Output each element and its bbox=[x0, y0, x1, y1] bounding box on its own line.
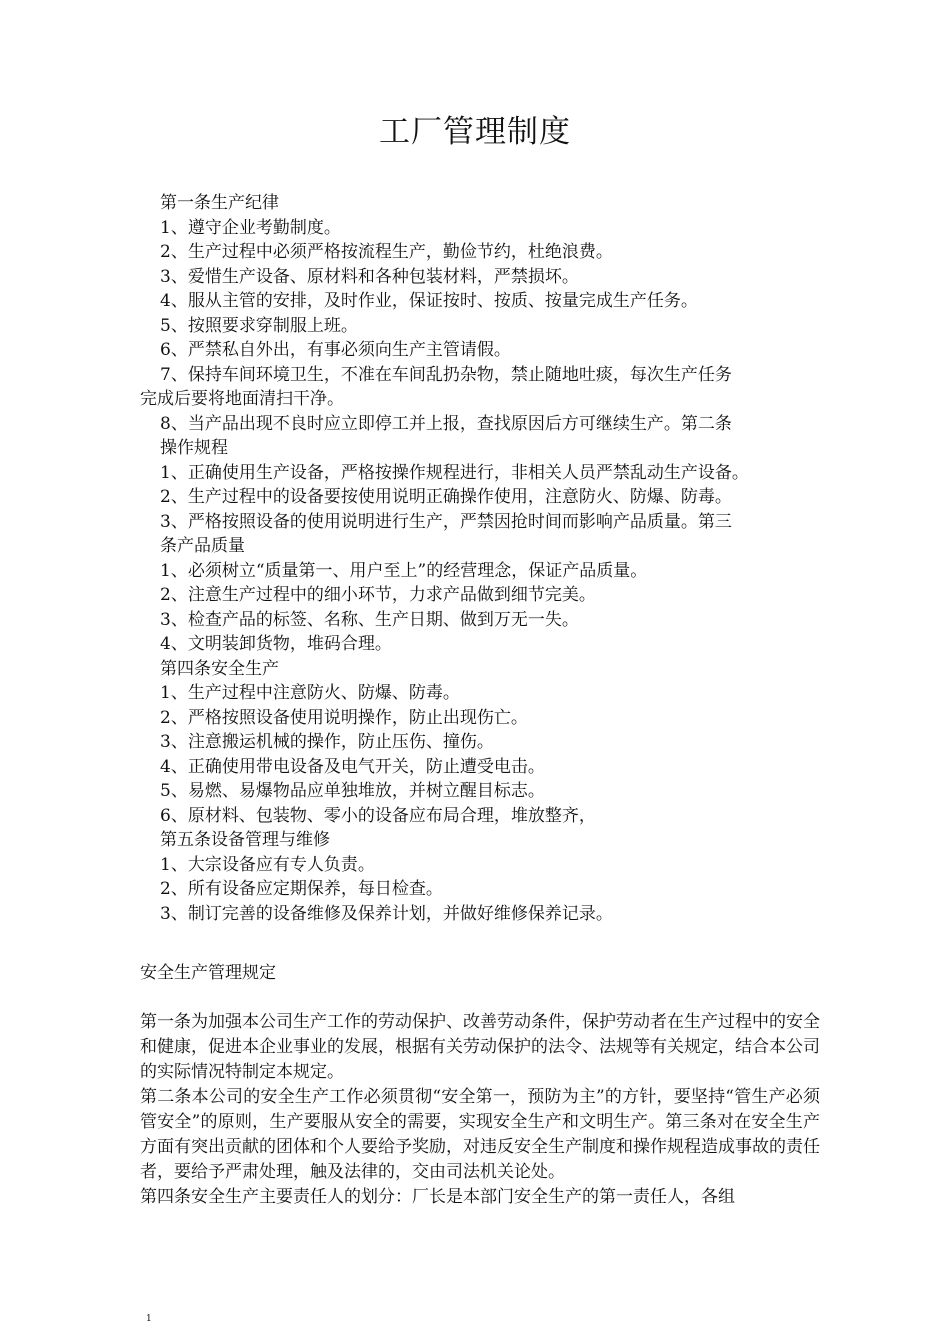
body-line: 3、检查产品的标签、名称、生产日期、做到万无一失。 bbox=[160, 609, 579, 630]
body-line: 3、注意搬运机械的操作，防止压伤、撞伤。 bbox=[160, 732, 494, 752]
body-line: 8、当产品出现不良时应立即停工并上报，查找原因后方可继续生产。第二条 bbox=[160, 413, 732, 434]
body-line: 5、按照要求穿制服上班。 bbox=[160, 315, 358, 336]
body-line: 操作规程 bbox=[160, 438, 228, 458]
body-line: 5、易燃、易爆物品应单独堆放，并树立醒目标志。 bbox=[160, 781, 545, 801]
body-line: 1、生产过程中注意防火、防爆、防毒。 bbox=[160, 683, 460, 703]
section-heading: 安全生产管理规定 bbox=[140, 963, 276, 983]
body-line: 第四条安全生产 bbox=[160, 658, 279, 679]
body-line: 4、文明装卸货物，堆码合理。 bbox=[160, 634, 392, 654]
body-line: 7、保持车间环境卫生，不准在车间乱扔杂物，禁止随地吐痰，每次生产任务 bbox=[160, 364, 732, 385]
body-line: 3、严格按照设备的使用说明进行生产，严禁因抢时间而影响产品质量。第三 bbox=[160, 511, 732, 532]
body-line: 2、生产过程中的设备要按使用说明正确操作使用，注意防火、防爆、防毒。 bbox=[160, 487, 732, 507]
body-line: 2、所有设备应定期保养，每日检查。 bbox=[160, 879, 443, 899]
page-number: 1 bbox=[146, 1314, 152, 1324]
regulation-list bbox=[140, 191, 820, 926]
body-line: 4、正确使用带电设备及电气开关，防止遭受电击。 bbox=[160, 756, 545, 777]
body-line: 6、严禁私自外出，有事必须向生产主管请假。 bbox=[160, 340, 511, 360]
paragraph: 第二条本公司的安全生产工作必须贯彻“安全第一，预防为主”的方针，要坚持“管生产必须管安全”的原则，生产要服从安全的需要，实现安全生产和文明生产。第三条对在安全生产方面有突出贡献的团体和个人要给予奖励，对违反安全生产制度和操作规程造成事故的责任者，要给予严肃处理，触及法律的，交由司法机关论处。 bbox=[140, 1087, 820, 1182]
body-line: 2、注意生产过程中的细小环节，力求产品做到细节完美。 bbox=[160, 585, 596, 605]
document-title: 工厂管理制度 bbox=[379, 114, 571, 150]
body-line: 6、原材料、包装物、零小的设备应布局合理，堆放整齐， bbox=[160, 805, 596, 826]
body-line: 1、必须树立“质量第一、用户至上”的经营理念，保证产品质量。 bbox=[160, 560, 648, 581]
body-line: 1、大宗设备应有专人负责。 bbox=[160, 854, 375, 875]
body-line: 第一条生产纪律 bbox=[160, 193, 279, 213]
body-line: 3、制订完善的设备维修及保养计划，并做好维修保养记录。 bbox=[160, 903, 613, 924]
body-line: 1、遵守企业考勤制度。 bbox=[160, 217, 341, 238]
paragraph: 第一条为加强本公司生产工作的劳动保护、改善劳动条件，保护劳动者在生产过程中的安全和健康，促进本企业事业的发展，根据有关劳动保护的法令、法规等有关规定，结合本公司的实际情况特制定本规定。 bbox=[140, 1012, 820, 1082]
body-line: 3、爱惜生产设备、原材料和各种包装材料，严禁损坏。 bbox=[160, 266, 579, 287]
body-line: 条产品质量 bbox=[160, 536, 245, 556]
body-line: 2、生产过程中必须严格按流程生产，勤俭节约，杜绝浪费。 bbox=[160, 242, 613, 262]
body-line: 2、严格按照设备使用说明操作，防止出现伤亡。 bbox=[160, 707, 528, 728]
safety-regulation-text bbox=[140, 1010, 820, 1210]
body-line: 1、正确使用生产设备，严格按操作规程进行，非相关人员严禁乱动生产设备。 bbox=[160, 462, 749, 483]
body-line: 第五条设备管理与维修 bbox=[160, 830, 330, 850]
paragraph: 第四条安全生产主要责任人的划分：厂长是本部门安全生产的第一责任人，各组 bbox=[140, 1187, 735, 1207]
body-line: 4、服从主管的安排，及时作业，保证按时、按质、按量完成生产任务。 bbox=[160, 291, 698, 311]
body-line: 完成后要将地面清扫干净。 bbox=[140, 389, 344, 409]
